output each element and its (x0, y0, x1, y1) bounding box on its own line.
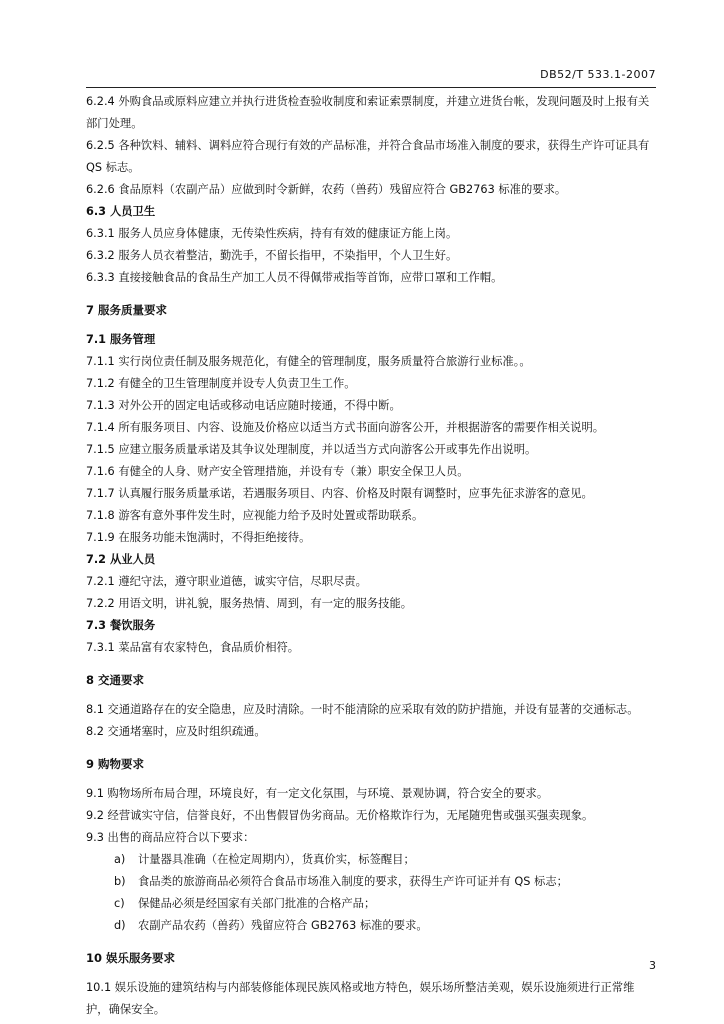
list-item-b (86, 871, 656, 893)
clause-7-1-9: 7.1.9 在服务功能未饱满时，不得拒绝接待。 (86, 531, 311, 544)
clause-7-1-8: 7.1.8 游客有意外事件发生时，应视能力给予及时处置或帮助联系。 (86, 509, 424, 522)
clause-10-1: 10.1 娱乐设施的建筑结构与内部装修能体现民族风格或地方特色，娱乐场所整洁美观，娱乐设施须进行正常维护，确保安全。 (86, 981, 635, 1016)
list-text: 食品类的旅游商品必须符合食品市场准入制度的要求，获得生产许可证并有 QS 标志； (138, 875, 568, 888)
list-item-a (86, 849, 656, 871)
clause-8-2: 8.2 交通堵塞时，应及时组织疏通。 (86, 725, 266, 738)
clause-7-1-6: 7.1.6 有健全的人身、财产安全管理措施，并设有专（兼）职安全保卫人员。 (86, 465, 469, 478)
clause-6-3-2: 6.3.2 服务人员衣着整洁，勤洗手，不留长指甲，不染指甲，个人卫生好。 (86, 249, 458, 262)
page-number: 3 (649, 959, 656, 972)
list-marker: c) (114, 897, 125, 910)
clause-7-1-3: 7.1.3 对外公开的固定电话或移动电话应随时接通，不得中断。 (86, 399, 401, 412)
clause-9-2: 9.2 经营诚实守信，信誉良好，不出售假冒伪劣商品。无价格欺诈行为，无尾随兜售或强买强卖现象。 (86, 809, 594, 822)
list-item-c (86, 893, 656, 915)
list-item-d (86, 915, 656, 937)
clause-7-1-2: 7.1.2 有健全的卫生管理制度并设专人负责卫生工作。 (86, 377, 356, 390)
clause-7-1-7: 7.1.7 认真履行服务质量承诺，若遇服务项目、内容、价格及时限有调整时，应事先征求游客的意见。 (86, 487, 593, 500)
clause-9-3: 9.3 出售的商品应符合以下要求： (86, 831, 255, 844)
clause-6-3-3: 6.3.3 直接接触食品的食品生产加工人员不得佩带戒指等首饰，应带口罩和工作帽。 (86, 271, 503, 284)
clause-6-2-6: 6.2.6 食品原料（农副产品）应做到时令新鲜，农药（兽药）残留应符合 GB2763 标准的要求。 (86, 183, 567, 196)
document-body (86, 91, 656, 1021)
list-marker: b) (114, 875, 126, 888)
document-code: DB52/T 533.1-2007 (540, 68, 656, 81)
subheading-6-3: 6.3 人员卫生 (86, 205, 156, 218)
section-heading-9: 9 购物要求 (86, 757, 145, 771)
subheading-7-1: 7.1 服务管理 (86, 333, 156, 346)
list-marker: a) (114, 853, 126, 866)
header-divider (86, 87, 656, 88)
section-heading-10: 10 娱乐服务要求 (86, 951, 176, 965)
clause-7-1-1: 7.1.1 实行岗位责任制及服务规范化，有健全的管理制度，服务质量符合旅游行业标准。。 (86, 355, 531, 368)
list-marker: d) (114, 919, 126, 932)
clause-9-1: 9.1 购物场所布局合理，环境良好，有一定文化氛围，与环境、景观协调，符合安全的要求。 (86, 787, 549, 800)
subheading-7-2: 7.2 从业人员 (86, 553, 156, 566)
clause-6-2-5: 6.2.5 各种饮料、辅料、调料应符合现行有效的产品标准，并符合食品市场准入制度的要求，获得生产许可证具有 QS 标志。 (86, 139, 650, 174)
list-text: 计量器具准确（在检定周期内），货真价实，标签醒目； (138, 853, 415, 866)
clause-7-2-1: 7.2.1 遵纪守法，遵守职业道德，诚实守信，尽职尽责。 (86, 575, 367, 588)
clause-6-3-1: 6.3.1 服务人员应身体健康，无传染性疾病，持有有效的健康证方能上岗。 (86, 227, 458, 240)
clause-7-2-2: 7.2.2 用语文明，讲礼貌，服务热情、周到，有一定的服务技能。 (86, 597, 413, 610)
list-text: 保健品必须是经国家有关部门批准的合格产品； (138, 897, 376, 910)
section-heading-8: 8 交通要求 (86, 673, 145, 687)
clause-7-1-4: 7.1.4 所有服务项目、内容、设施及价格应以适当方式书面向游客公开，并根据游客的需要作相关说明。 (86, 421, 605, 434)
clause-8-1: 8.1 交通道路存在的安全隐患，应及时清除。一时不能清除的应采取有效的防护措施，并设有显著的交通标志。 (86, 703, 639, 716)
clause-7-3-1: 7.3.1 菜品富有农家特色，食品质价相符。 (86, 641, 300, 654)
clause-7-1-5: 7.1.5 应建立服务质量承诺及其争议处理制度，并以适当方式向游客公开或事先作出说明。 (86, 443, 537, 456)
subheading-7-3: 7.3 餐饮服务 (86, 619, 156, 632)
clause-6-2-4: 6.2.4 外购食品或原料应建立并执行进货检查验收制度和索证索票制度，并建立进货台帐，发现问题及时上报有关部门处理。 (86, 95, 650, 130)
list-text: 农副产品农药（兽药）残留应符合 GB2763 标准的要求。 (138, 919, 428, 932)
section-heading-7: 7 服务质量要求 (86, 303, 168, 317)
